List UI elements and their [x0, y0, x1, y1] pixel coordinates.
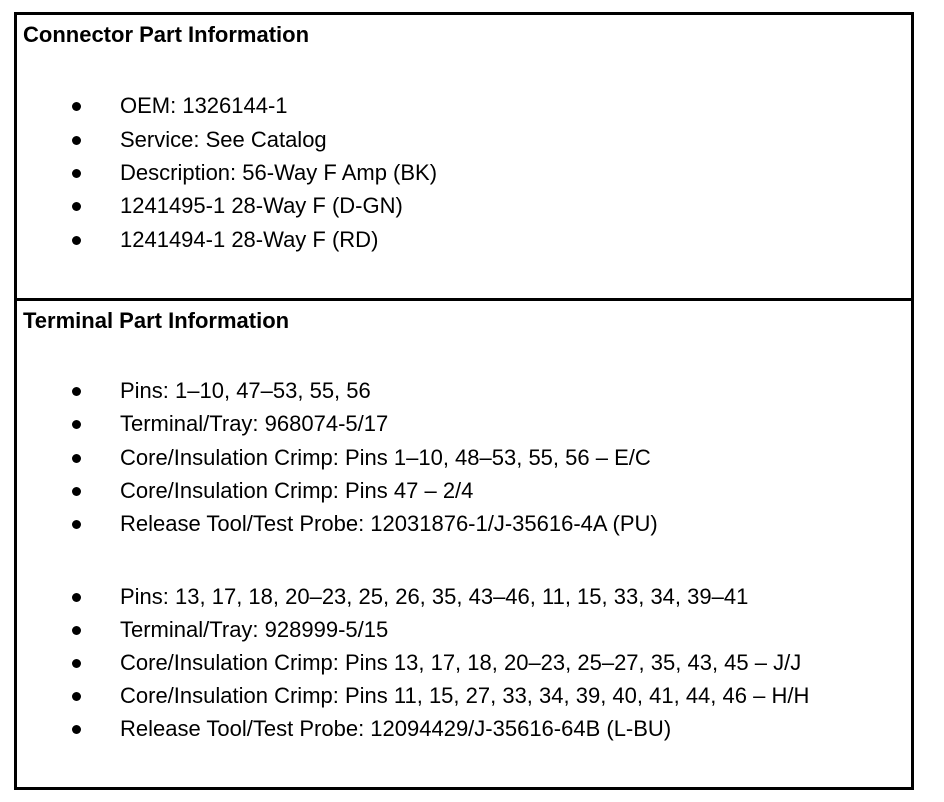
list-item-text: Core/Insulation Crimp: Pins 1–10, 48–53, 55, 56 – E/C	[120, 445, 651, 470]
bullet-icon	[72, 692, 81, 701]
bullet-icon	[72, 725, 81, 734]
part-information-table	[14, 12, 914, 790]
connector-part-section	[17, 15, 911, 301]
list-item-text: Release Tool/Test Probe: 12031876-1/J-35616-4A (PU)	[120, 511, 658, 536]
bullet-icon	[72, 520, 81, 529]
list-item-text: 1241494-1 28-Way F (RD)	[120, 227, 379, 252]
bullet-icon	[72, 487, 81, 496]
list-item-text: Core/Insulation Crimp: Pins 13, 17, 18, 20–23, 25–27, 35, 43, 45 – J/J	[120, 650, 802, 675]
connector-section-title: Connector Part Information	[23, 22, 310, 47]
list-item-text: Terminal/Tray: 968074-5/17	[120, 411, 389, 436]
list-item-text: Service: See Catalog	[120, 127, 327, 152]
list-item-text: Pins: 1–10, 47–53, 55, 56	[120, 378, 371, 403]
list-item-text: Core/Insulation Crimp: Pins 11, 15, 27, 33, 34, 39, 40, 41, 44, 46 – H/H	[120, 683, 810, 708]
bullet-icon	[72, 102, 81, 111]
list-item-text: Description: 56-Way F Amp (BK)	[120, 160, 438, 185]
list-item-text: Core/Insulation Crimp: Pins 47 – 2/4	[120, 478, 474, 503]
list-item-text: Release Tool/Test Probe: 12094429/J-35616-64B (L-BU)	[120, 716, 672, 741]
list-item-text: OEM: 1326144-1	[120, 93, 288, 118]
bullet-icon	[72, 659, 81, 668]
bullet-icon	[72, 169, 81, 178]
bullet-icon	[72, 202, 81, 211]
bullet-icon	[72, 236, 81, 245]
list-item-text: Terminal/Tray: 928999-5/15	[120, 617, 389, 642]
bullet-icon	[72, 420, 81, 429]
list-item-text: Pins: 13, 17, 18, 20–23, 25, 26, 35, 43–46, 11, 15, 33, 34, 39–41	[120, 584, 749, 609]
bullet-icon	[72, 387, 81, 396]
terminal-part-section	[17, 301, 911, 787]
terminal-section-title: Terminal Part Information	[23, 308, 290, 333]
bullet-icon	[72, 593, 81, 602]
bullet-icon	[72, 626, 81, 635]
bullet-icon	[72, 454, 81, 463]
bullet-icon	[72, 136, 81, 145]
list-item-text: 1241495-1 28-Way F (D-GN)	[120, 193, 403, 218]
